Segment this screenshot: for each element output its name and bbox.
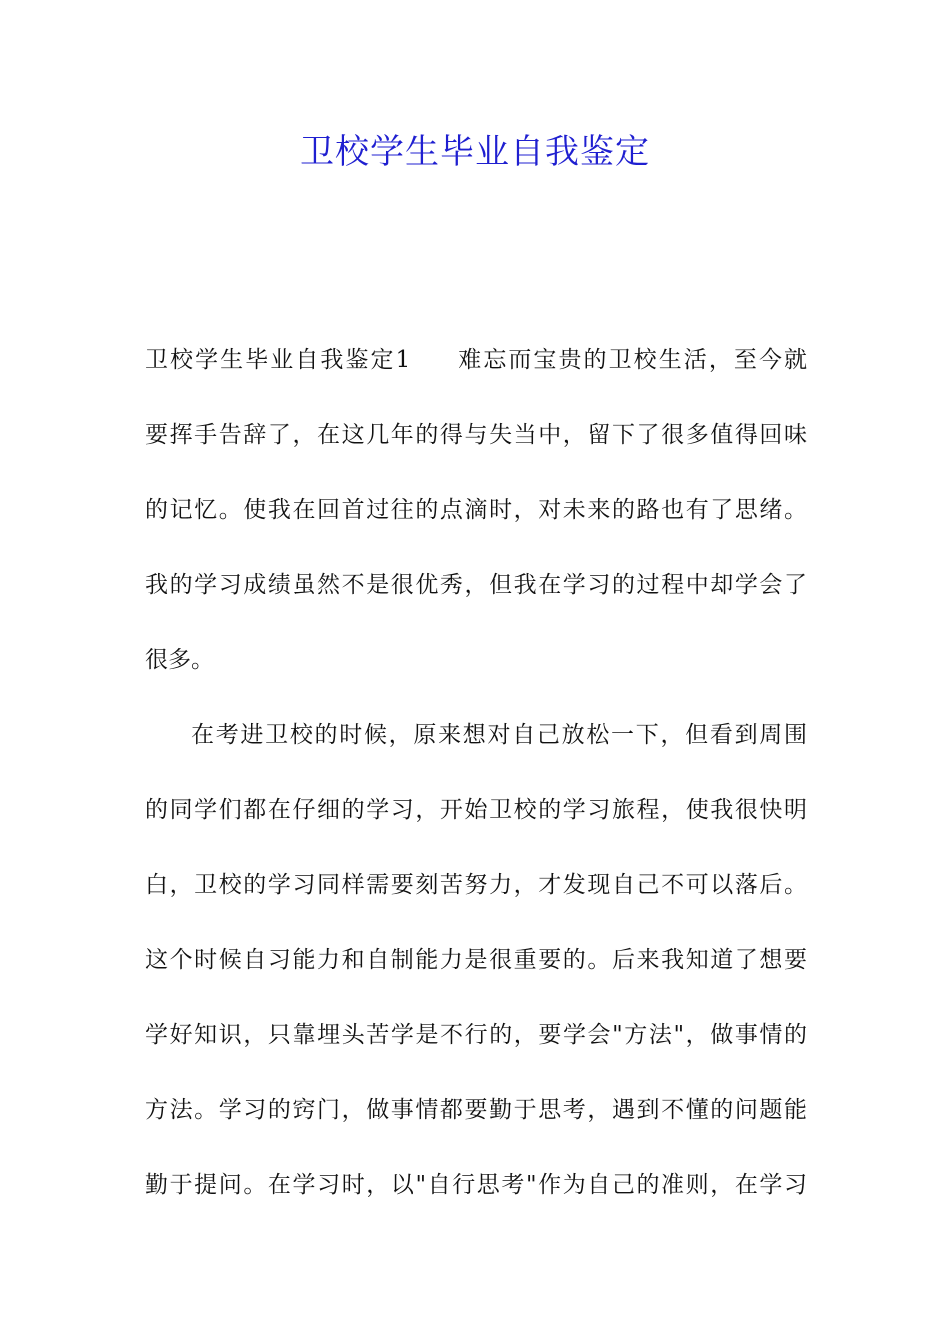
document-body <box>145 336 807 1236</box>
paragraph-line-7: 的同学们都在仔细的学习，开始卫校的学习旅程，使我很快明 <box>145 797 807 823</box>
paragraph-line-6: 在考进卫校的时候，原来想对自己放松一下，但看到周围 <box>191 722 807 748</box>
paragraph-line-11: 方法。学习的窍门，做事情都要勤于思考，遇到不懂的问题能 <box>145 1097 807 1123</box>
paragraph-line-5: 很多。 <box>145 647 214 673</box>
paragraph-line-9: 这个时候自习能力和自制能力是很重要的。后来我知道了想要 <box>145 947 807 973</box>
paragraph-line-2: 要挥手告辞了，在这几年的得与失当中，留下了很多值得回味 <box>145 422 807 448</box>
paragraph-line-10: 学好知识，只靠埋头苦学是不行的，要学会"方法"，做事情的 <box>145 1022 807 1048</box>
section-heading: 卫校学生毕业自我鉴定1 <box>145 347 411 373</box>
document-title: 卫校学生毕业自我鉴定 <box>300 132 650 172</box>
paragraph-line-3: 的记忆。使我在回首过往的点滴时，对未来的路也有了思绪。 <box>145 497 807 523</box>
paragraph-line-8: 白，卫校的学习同样需要刻苦努力，才发现自己不可以落后。 <box>145 872 807 898</box>
paragraph-line-1 <box>145 336 807 384</box>
paragraph-line-4: 我的学习成绩虽然不是很优秀，但我在学习的过程中却学会了 <box>145 572 807 598</box>
paragraph-line-12: 勤于提问。在学习时，以"自行思考"作为自己的准则，在学习 <box>145 1172 807 1198</box>
line-text: 难忘而宝贵的卫校生活，至今就 <box>456 347 807 373</box>
